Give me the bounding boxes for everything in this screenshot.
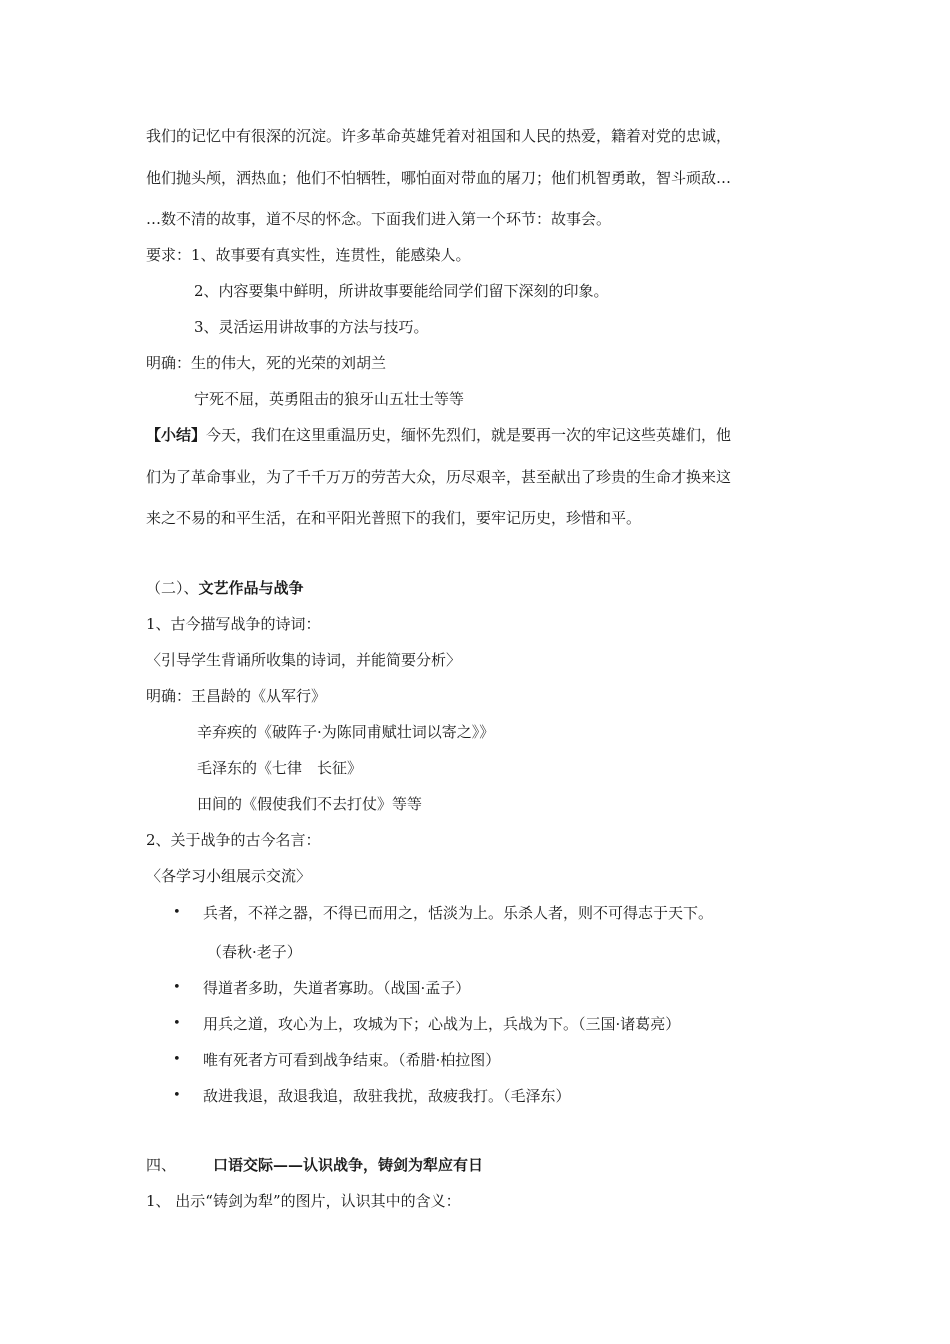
requirement-item: 2、内容要集中鲜明，所讲故事要能给同学们留下深刻的印象。 (194, 282, 609, 300)
poems-note: 〈引导学生背诵所收集的诗词，并能简要分析〉 (146, 651, 462, 669)
quote-source: （春秋·老子） (207, 943, 302, 961)
summary-line: 们为了革命事业，为了千千万万的劳苦大众，历尽艰辛，甚至献出了珍贵的生命才换来这 (146, 468, 732, 486)
quote-item: 敌进我退，敌退我追，敌驻我扰，敌疲我打。（毛泽东） (203, 1087, 571, 1105)
poem-item: 辛弃疾的《破阵子·为陈同甫赋壮词以寄之》》 (197, 723, 495, 741)
quote-item: 唯有死者方可看到战争结束。（希腊·柏拉图） (203, 1051, 501, 1069)
section-heading (146, 578, 304, 598)
quotes-heading: 2、关于战争的古今名言： (146, 831, 321, 849)
poem-item: 毛泽东的《七律 长征》 (197, 759, 363, 777)
paragraph-line: 我们的记忆中有很深的沉淀。许多革命英雄凭着对祖国和人民的热爱，籍着对党的忠诚， (146, 127, 732, 145)
section-title: 文艺作品与战争 (198, 579, 304, 597)
poem-item: 田间的《假使我们不去打仗》等等 (197, 795, 423, 813)
bullet-icon: • (173, 1052, 181, 1067)
section4-item: 1、 出示“铸剑为犁”的图片，认识其中的含义： (146, 1192, 461, 1210)
section4-number: 四、 (146, 1156, 177, 1174)
paragraph-line: 他们抛头颅，洒热血；他们不怕牺牲，哪怕面对带血的屠刀；他们机智勇敢，智斗顽敌… (146, 169, 732, 187)
clarify-line: 宁死不屈，英勇阻击的狼牙山五壮士等等 (194, 390, 465, 408)
quote-item: 兵者，不祥之器，不得已而用之，恬淡为上。乐杀人者，则不可得志于天下。 (203, 904, 714, 922)
quote-item: 用兵之道，攻心为上，攻城为下；心战为上，兵战为下。（三国·诸葛亮） (203, 1015, 681, 1033)
bullet-icon: • (173, 1016, 181, 1031)
quote-item: 得道者多助，失道者寡助。（战国·孟子） (203, 979, 471, 997)
summary-line (146, 425, 731, 445)
quotes-note: 〈各学习小组展示交流〉 (146, 867, 312, 885)
requirement-item: 3、灵活运用讲故事的方法与技巧。 (194, 318, 429, 336)
paragraph-line: …数不清的故事，道不尽的怀念。下面我们进入第一个环节：故事会。 (146, 210, 612, 228)
clarify-line: 明确：生的伟大，死的光荣的刘胡兰 (146, 354, 387, 372)
bullet-icon: • (173, 980, 181, 995)
requirements-line: 要求：1、故事要有真实性，连贯性，能感染人。 (146, 246, 471, 264)
poems-clarify: 明确：王昌龄的《从军行》 (146, 687, 327, 705)
section-prefix: （二）、 (146, 579, 199, 597)
summary-text: 今天，我们在这里重温历史，缅怀先烈们，就是要再一次的牢记这些英雄们，他 (206, 426, 732, 444)
bullet-icon: • (173, 905, 181, 920)
summary-line: 来之不易的和平生活，在和平阳光普照下的我们，要牢记历史，珍惜和平。 (146, 509, 642, 527)
bullet-icon: • (173, 1088, 181, 1103)
summary-label: 【小结】 (146, 426, 207, 444)
poems-heading: 1、古今描写战争的诗词： (146, 615, 321, 633)
section4-title: 口语交际——认识战争，铸剑为犁应有日 (213, 1156, 484, 1174)
